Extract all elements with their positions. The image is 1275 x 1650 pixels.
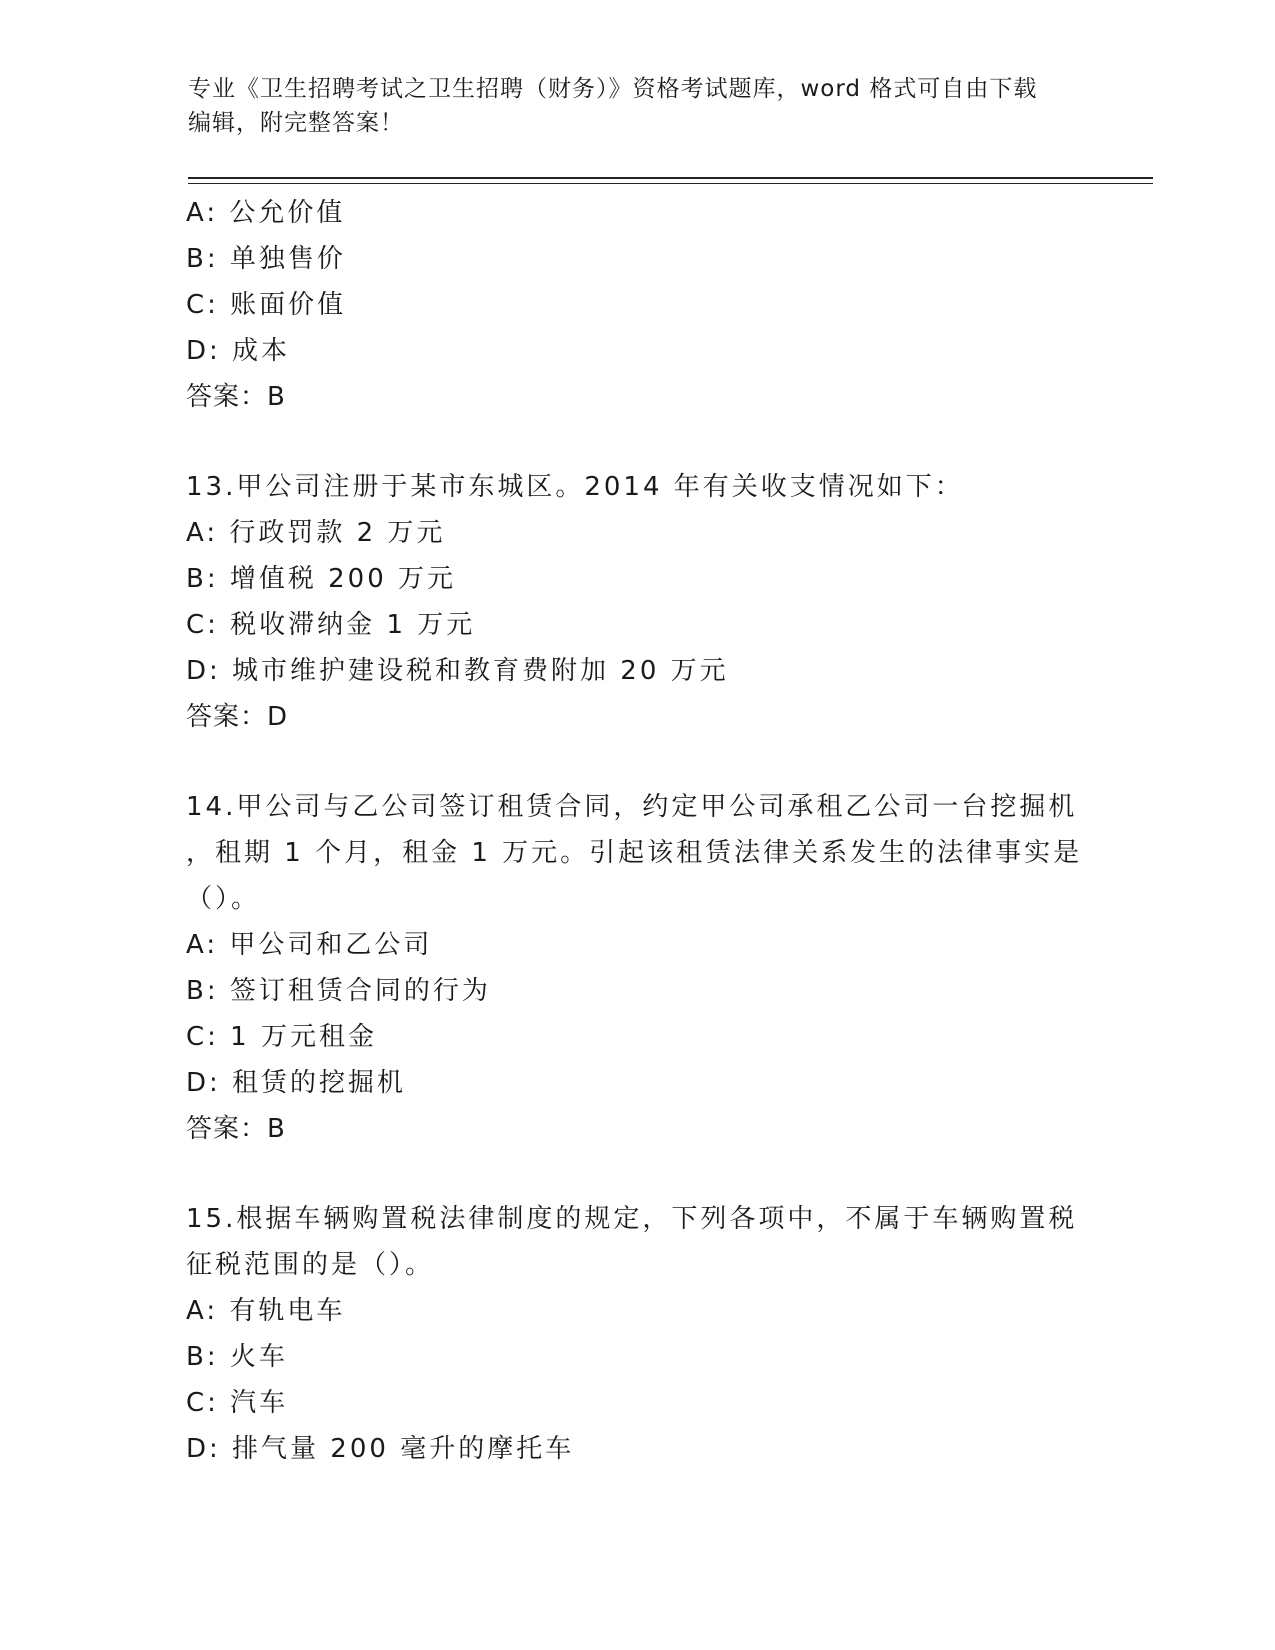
option-c: C: 1 万元租金	[186, 1022, 377, 1052]
option-b: B: 火车	[186, 1342, 288, 1372]
option-d: D: 排气量 200 毫升的摩托车	[186, 1434, 575, 1464]
answer: 答案：D	[186, 702, 289, 732]
question-13	[186, 464, 1086, 740]
option-b: B: 增值税 200 万元	[186, 564, 457, 594]
question-text: 13.甲公司注册于某市东城区。2014 年有关收支情况如下：	[186, 472, 964, 502]
question-12	[186, 190, 1086, 420]
option-c: C: 汽车	[186, 1388, 289, 1418]
option-b: B: 签订租赁合同的行为	[186, 976, 491, 1006]
question-15	[186, 1196, 1086, 1472]
option-c: C: 税收滞纳金 1 万元	[186, 610, 476, 640]
header-rule-thick	[188, 177, 1153, 179]
question-list	[186, 190, 1086, 1472]
header-rule-thin	[188, 183, 1153, 184]
question-14	[186, 784, 1086, 1152]
header-line-1: 专业《卫生招聘考试之卫生招聘（财务）》资格考试题库，word 格式可自由下载	[188, 76, 1038, 102]
option-d: D: 租赁的挖掘机	[186, 1068, 407, 1098]
answer: 答案：B	[186, 1114, 286, 1144]
spacer	[186, 420, 1086, 464]
option-a: A: 行政罚款 2 万元	[186, 518, 446, 548]
document-header	[188, 72, 1088, 140]
spacer	[186, 740, 1086, 784]
option-a: A: 公允价值	[186, 198, 346, 228]
option-a: A: 有轨电车	[186, 1296, 346, 1326]
question-text-line-2: ，租期 1 个月，租金 1 万元。引起该租赁法律关系发生的法律事实是	[186, 838, 1083, 868]
option-a: A: 甲公司和乙公司	[186, 930, 433, 960]
option-d: D: 成本	[186, 336, 291, 366]
answer: 答案：B	[186, 382, 286, 412]
option-c: C: 账面价值	[186, 290, 347, 320]
question-text-line-2: 征税范围的是（）。	[186, 1250, 435, 1280]
header-line-2: 编辑，附完整答案！	[188, 110, 404, 136]
spacer	[186, 1152, 1086, 1196]
question-text-line-3: （）。	[186, 884, 261, 914]
option-d: D: 城市维护建设税和教育费附加 20 万元	[186, 656, 729, 686]
question-text-line-1: 15.根据车辆购置税法律制度的规定，下列各项中，不属于车辆购置税	[186, 1204, 1078, 1234]
question-text-line-1: 14.甲公司与乙公司签订租赁合同，约定甲公司承租乙公司一台挖掘机	[186, 792, 1078, 822]
option-b: B: 单独售价	[186, 244, 346, 274]
